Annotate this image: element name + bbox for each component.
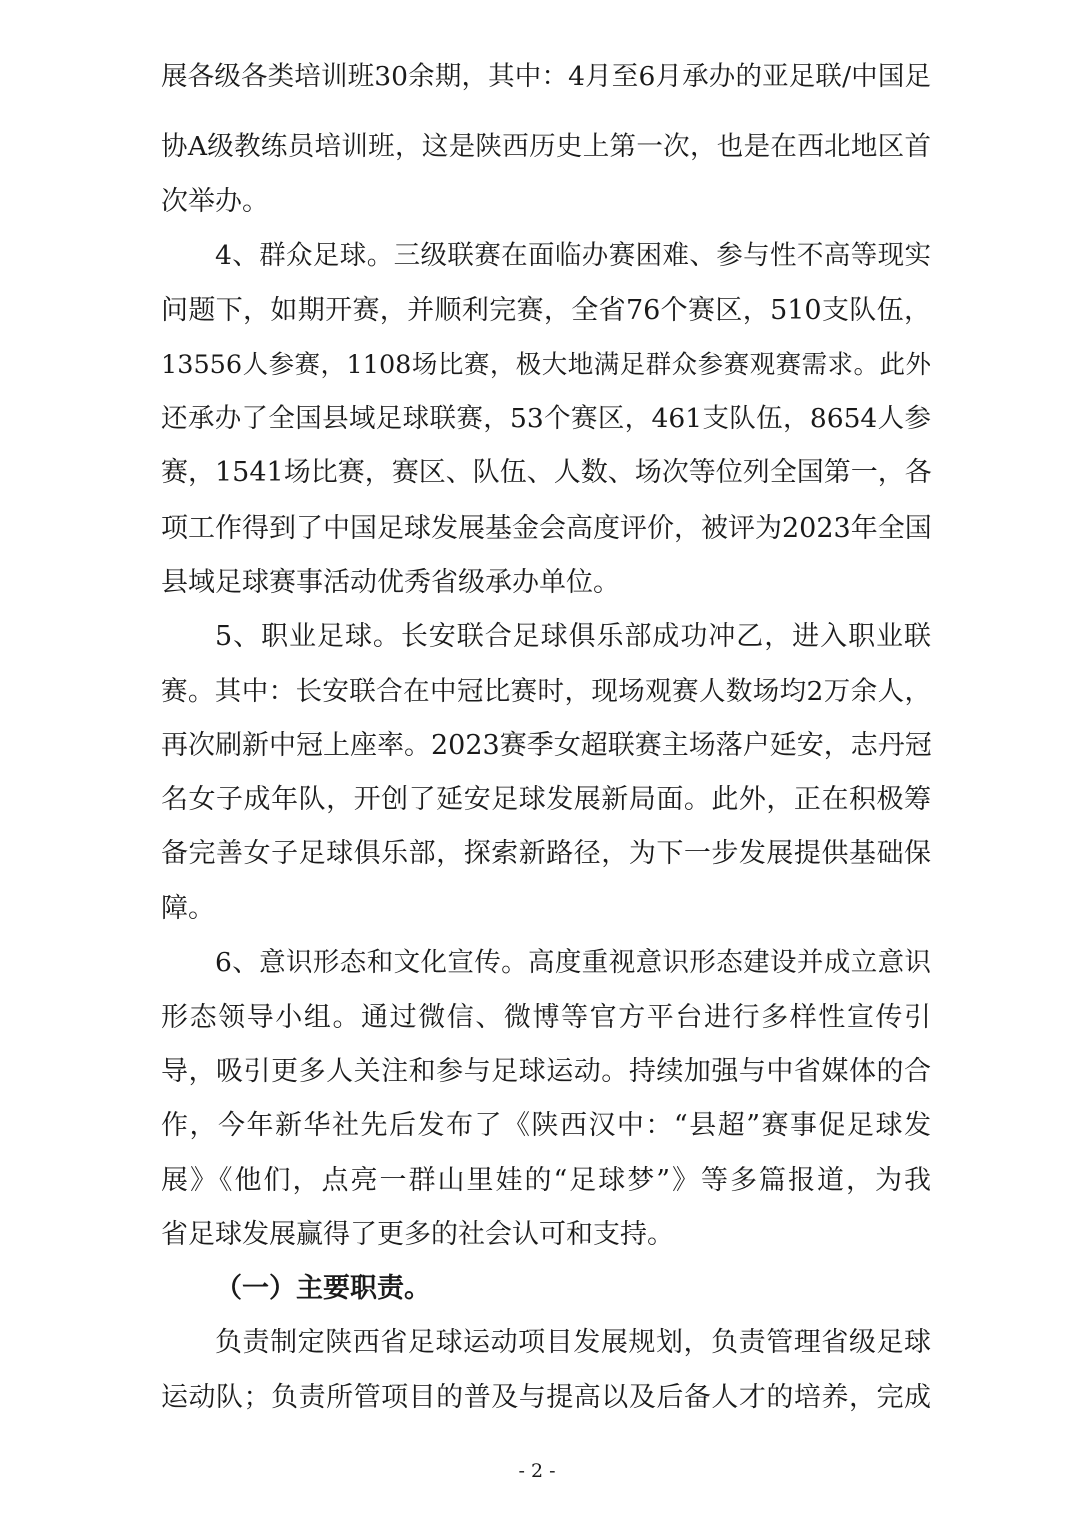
- text-line: 作，今年新华社先后发布了《陕西汉中：“县超”赛事促足球发: [161, 1110, 931, 1141]
- text-line: 赛，1541场比赛，赛区、队伍、人数、场次等位列全国第一，各: [161, 457, 932, 488]
- text-line: 运动队；负责所管项目的普及与提高以及后备人才的培养，完成: [161, 1382, 931, 1413]
- text-line: 项工作得到了中国足球发展基金会高度评价，被评为2023年全国: [161, 513, 932, 544]
- paragraph-duties-start: 负责制定陕西省足球运动项目发展规划，负责管理省级足球: [215, 1327, 931, 1358]
- paragraph-5-start: 5、职业足球。长安联合足球俱乐部成功冲乙，进入职业联: [215, 621, 931, 652]
- text-line: 障。: [161, 893, 215, 924]
- text-line: 13556人参赛，1108场比赛，极大地满足群众参赛观赛需求。此外: [161, 350, 931, 380]
- text-line: 展》《他们，点亮一群山里娃的“足球梦”》等多篇报道，为我: [161, 1165, 931, 1196]
- text-line: 协A级教练员培训班，这是陕西历史上第一次，也是在西北地区首: [161, 131, 931, 162]
- text-line: 形态领导小组。通过微信、微博等官方平台进行多样性宣传引: [161, 1002, 931, 1033]
- paragraph-4-start: 4、群众足球。三级联赛在面临办赛困难、参与性不高等现实: [215, 240, 931, 271]
- section-heading: （一）主要职责。: [215, 1273, 431, 1304]
- text-line: 展各级各类培训班30余期，其中：4月至6月承办的亚足联/中国足: [161, 61, 931, 92]
- text-line: 问题下，如期开赛，并顺利完赛，全省76个赛区，510支队伍，: [161, 295, 931, 326]
- text-line: 导，吸引更多人关注和参与足球运动。持续加强与中省媒体的合: [161, 1056, 931, 1087]
- text-line: 还承办了全国县域足球联赛，53个赛区，461支队伍，8654人参: [161, 403, 931, 434]
- paragraph-6-start: 6、意识形态和文化宣传。高度重视意识形态建设并成立意识: [215, 947, 931, 978]
- text-line: 次举办。: [161, 186, 269, 217]
- page-number: - 2 -: [518, 1460, 556, 1482]
- text-line: 省足球发展赢得了更多的社会认可和支持。: [161, 1219, 674, 1250]
- text-line: 再次刷新中冠上座率。2023赛季女超联赛主场落户延安，志丹冠: [161, 730, 932, 761]
- text-line: 县域足球赛事活动优秀省级承办单位。: [161, 567, 620, 598]
- text-line: 赛。其中：长安联合在中冠比赛时，现场观赛人数场均2万余人，: [161, 676, 931, 707]
- text-line: 名女子成年队，开创了延安足球发展新局面。此外，正在积极筹: [161, 784, 931, 815]
- text-line: 备完善女子足球俱乐部，探索新路径，为下一步发展提供基础保: [161, 838, 931, 869]
